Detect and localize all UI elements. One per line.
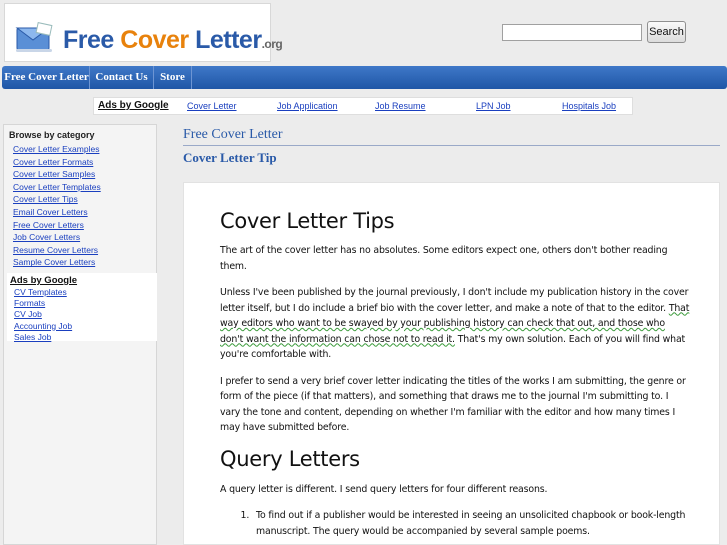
- logo-wordmark: Free Cover Letter.org: [63, 26, 283, 54]
- nav-store[interactable]: Store: [154, 66, 192, 89]
- category-item[interactable]: Cover Letter Examples: [13, 144, 100, 154]
- doc-heading-query-letters: Query Letters: [220, 446, 360, 471]
- doc-paragraph: A query letter is different. I send query letters for four different reasons.: [220, 483, 548, 495]
- title-divider: [183, 145, 720, 146]
- ad-link-job-application[interactable]: Job Application: [277, 101, 338, 111]
- category-list: [13, 143, 101, 269]
- sidebar-ad-link[interactable]: Accounting Job: [14, 320, 73, 331]
- category-item[interactable]: Sample Cover Letters: [13, 257, 96, 268]
- document-viewer[interactable]: [183, 182, 720, 545]
- search-button[interactable]: Search: [647, 21, 686, 43]
- doc-paragraph: Unless I've been published by the journal previously, I don't include my publication history in the cover letter itself, but I do include a brief bio with the cover letter, and make a note of that to the editor. That way editors who want to be swayed by your publishing history can check that out, and those who don't want the information can chose not to read it. That's my own solution. Each of you will find what you're comfortable with.: [220, 287, 690, 360]
- doc-heading-cover-letter-tips: Cover Letter Tips: [220, 209, 395, 233]
- sidebar: [3, 124, 157, 545]
- sidebar-ad-link[interactable]: Formats: [14, 298, 46, 309]
- sidebar-ad-link[interactable]: CV Job: [14, 309, 42, 320]
- category-item[interactable]: Cover Letter Templates: [13, 181, 101, 192]
- category-item[interactable]: Cover Letter Tips: [13, 194, 78, 205]
- ad-link-lpn-job[interactable]: LPN Job: [476, 101, 511, 111]
- category-item[interactable]: Cover Letter Samples: [13, 169, 96, 180]
- category-item[interactable]: Resume Cover Letters: [13, 244, 99, 255]
- sidebar-ad-link[interactable]: Sales Job: [14, 331, 52, 342]
- doc-numbered-list: [252, 508, 690, 539]
- ads-title[interactable]: Ads by Google: [98, 100, 169, 111]
- category-item[interactable]: Cover Letter Formats: [13, 156, 94, 167]
- sidebar-ads: [7, 273, 157, 341]
- sidebar-ads-title[interactable]: Ads by Google: [10, 275, 78, 286]
- page-subtitle: Cover Letter Tip: [183, 150, 277, 165]
- category-item[interactable]: Email Cover Letters: [13, 206, 88, 217]
- document-body: [220, 209, 690, 539]
- nav-free-cover-letter[interactable]: Free Cover Letter: [4, 66, 90, 89]
- nav-contact-us[interactable]: Contact Us: [90, 66, 154, 89]
- sidebar-ads-list: [14, 287, 72, 343]
- main-nav: [2, 66, 727, 89]
- sidebar-ad-link[interactable]: CV Templates: [14, 287, 67, 297]
- site-logo[interactable]: [4, 3, 283, 62]
- category-item[interactable]: Job Cover Letters: [13, 232, 81, 243]
- ads-strip: [93, 97, 633, 115]
- doc-paragraph: The art of the cover letter has no absolutes. Some editors expect one, others don't bother reading them.: [220, 245, 668, 272]
- page-title: Free Cover Letter: [183, 127, 283, 142]
- list-item: 1. To find out if a publisher would be interested in seeing an unsolicited chapbook or book-length manuscript. The query would be accompanied by several sample poems.: [252, 508, 690, 539]
- ad-link-cover-letter[interactable]: Cover Letter: [187, 101, 237, 111]
- doc-paragraph: I prefer to send a very brief cover letter indicating the titles of the works I am submitting, the genre or form of the piece (if that matters), and something that draws me to the journal I'm submitting to. I vary the tone and content, depending on whether I'm familiar with the editor and how many times I may have submitted before.: [220, 375, 686, 433]
- ad-link-job-resume[interactable]: Job Resume: [375, 101, 426, 111]
- search-input[interactable]: [502, 24, 642, 41]
- grammar-flagged-text: That way editors who want to be swayed by your publishing history can check that out, and those who don't want the information can chose not to read it.: [220, 302, 690, 345]
- envelope-icon: [15, 22, 55, 54]
- ad-link-hospitals-job[interactable]: Hospitals Job: [562, 101, 617, 111]
- browse-title: Browse by category: [9, 130, 95, 140]
- category-item[interactable]: Free Cover Letters: [13, 219, 84, 230]
